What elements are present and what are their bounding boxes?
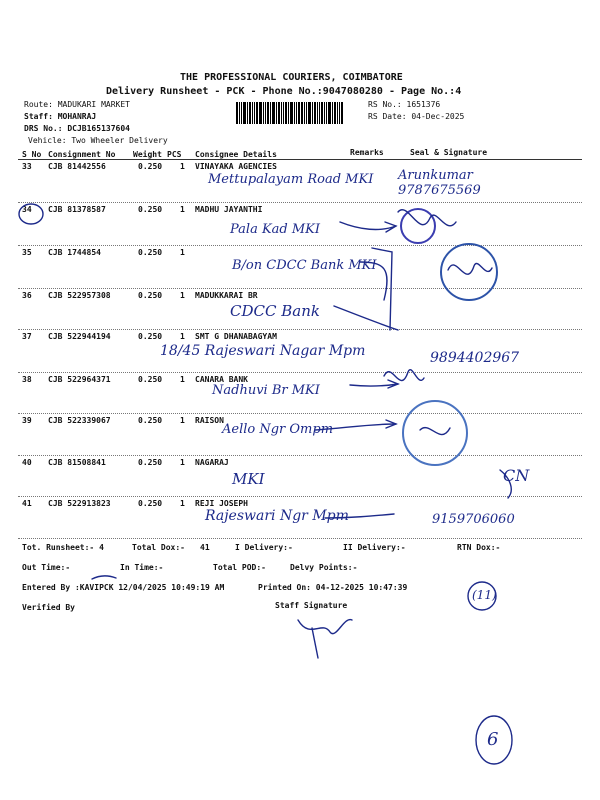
rtn-dox: RTN Dox:- bbox=[457, 543, 501, 552]
row-divider bbox=[18, 245, 582, 246]
row-divider bbox=[18, 329, 582, 330]
cell-cno: CJB 1744854 bbox=[48, 248, 101, 257]
cell-sno: 35 bbox=[22, 248, 32, 257]
staff-signature-label: Staff Signature bbox=[275, 601, 348, 610]
cell-pcs: 1 bbox=[180, 332, 185, 341]
signature-33: Arunkumar 9787675569 bbox=[398, 168, 481, 198]
row-divider bbox=[18, 496, 582, 497]
cell-consignee: RAISON bbox=[195, 416, 224, 425]
header-divider bbox=[18, 159, 582, 160]
cell-consignee: REJI JOSEPH bbox=[195, 499, 248, 508]
cell-consignee: VINAYAKA AGENCIES bbox=[195, 162, 277, 171]
cell-sno: 41 bbox=[22, 499, 32, 508]
cell-weight: 0.250 bbox=[138, 332, 163, 341]
handwritten-address: Mettupalayam Road MKI bbox=[208, 172, 374, 187]
ii-delivery: II Delivery:- bbox=[343, 543, 406, 552]
cell-pcs: 1 bbox=[180, 458, 185, 467]
cell-pcs: 1 bbox=[180, 375, 185, 384]
out-time: Out Time:- bbox=[22, 563, 71, 572]
cell-cno: CJB 81508841 bbox=[48, 458, 106, 467]
row-divider bbox=[18, 202, 582, 203]
col-consignment: Consignment No bbox=[48, 150, 116, 159]
handwritten-address: Pala Kad MKI bbox=[230, 222, 321, 237]
vehicle-label: Vehicle: Two Wheeler Delivery bbox=[28, 136, 168, 145]
handwritten-address: 18/45 Rajeswari Nagar Mpm bbox=[160, 343, 366, 359]
cell-weight: 0.250 bbox=[138, 291, 163, 300]
cell-sno: 36 bbox=[22, 291, 32, 300]
cell-cno: CJB 522957308 bbox=[48, 291, 111, 300]
cell-pcs: 1 bbox=[180, 248, 185, 257]
cell-sno: 33 bbox=[22, 162, 32, 171]
drs-number: DRS No.: DCJB165137604 bbox=[24, 124, 130, 133]
col-consignee: Consignee Details bbox=[195, 150, 277, 159]
col-seal: Seal & Signature bbox=[410, 148, 488, 157]
col-weight: Weight bbox=[133, 150, 162, 159]
runsheet-title: Delivery Runsheet - PCK - Phone No.:9047080280 - Page No.:4 bbox=[106, 86, 462, 97]
cell-consignee: NAGARAJ bbox=[195, 458, 229, 467]
route-label: Route: MADUKARI MARKET bbox=[24, 100, 130, 109]
cell-sno: 34 bbox=[22, 205, 32, 214]
cell-pcs: 1 bbox=[180, 499, 185, 508]
i-delivery: I Delivery:- bbox=[235, 543, 293, 552]
cell-pcs: 1 bbox=[180, 162, 185, 171]
printed-on: Printed On: 04-12-2025 10:47:39 bbox=[258, 583, 408, 592]
cell-cno: CJB 522964371 bbox=[48, 375, 111, 384]
cell-weight: 0.250 bbox=[138, 248, 163, 257]
cell-sno: 40 bbox=[22, 458, 32, 467]
col-pcs: PCS bbox=[167, 150, 182, 159]
handwritten-address: CDCC Bank bbox=[230, 302, 320, 320]
entered-by: Entered By :KAVIPCK 12/04/2025 10:49:19 AM bbox=[22, 583, 225, 592]
signature-40: CN bbox=[503, 466, 530, 485]
row-divider bbox=[18, 455, 582, 456]
cell-cno: CJB 522913823 bbox=[48, 499, 111, 508]
total-dox-label: Total Dox:- bbox=[132, 543, 185, 552]
total-dox-value: 41 bbox=[200, 543, 210, 552]
handwritten-address: Aello Ngr Ompm bbox=[222, 422, 334, 437]
delvy-points: Delvy Points:- bbox=[290, 563, 358, 572]
cell-sno: 37 bbox=[22, 332, 32, 341]
cell-weight: 0.250 bbox=[138, 162, 163, 171]
cell-cno: CJB 81442556 bbox=[48, 162, 106, 171]
cell-weight: 0.250 bbox=[138, 205, 163, 214]
col-remarks: Remarks bbox=[350, 148, 384, 157]
courier-stamp bbox=[402, 400, 468, 466]
cell-weight: 0.250 bbox=[138, 375, 163, 384]
handwritten-address: B/on CDCC Bank MKI bbox=[232, 258, 377, 273]
table-end-divider bbox=[18, 538, 582, 539]
cell-consignee: CANARA BANK bbox=[195, 375, 248, 384]
seal-stamp bbox=[400, 208, 436, 244]
rs-date: RS Date: 04-Dec-2025 bbox=[368, 112, 465, 121]
cell-cno: CJB 81378587 bbox=[48, 205, 106, 214]
cell-cno: CJB 522944194 bbox=[48, 332, 111, 341]
cell-weight: 0.250 bbox=[138, 416, 163, 425]
in-time: In Time:- bbox=[120, 563, 164, 572]
row-divider bbox=[18, 372, 582, 373]
verified-by: Verified By bbox=[22, 603, 75, 612]
cell-weight: 0.250 bbox=[138, 499, 163, 508]
rs-number: RS No.: 1651376 bbox=[368, 100, 441, 109]
cell-sno: 38 bbox=[22, 375, 32, 384]
cell-consignee: MADHU JAYANTHI bbox=[195, 205, 263, 214]
handwritten-address: Nadhuvi Br MKI bbox=[212, 383, 320, 398]
cell-sno: 39 bbox=[22, 416, 32, 425]
signature-37: 9894402967 bbox=[430, 350, 520, 366]
courier-stamp bbox=[440, 243, 498, 301]
tot-runsheet: Tot. Runsheet:- 4 bbox=[22, 543, 104, 552]
cell-cno: CJB 522339067 bbox=[48, 416, 111, 425]
cell-pcs: 1 bbox=[180, 416, 185, 425]
company-title: THE PROFESSIONAL COURIERS, COIMBATORE bbox=[180, 72, 403, 83]
row-divider bbox=[18, 288, 582, 289]
cell-pcs: 1 bbox=[180, 205, 185, 214]
handwritten-address: MKI bbox=[232, 470, 265, 488]
cell-pcs: 1 bbox=[180, 291, 185, 300]
margin-note: (11) bbox=[472, 588, 497, 602]
cell-consignee: SMT G DHANABAGYAM bbox=[195, 332, 277, 341]
page-mark: 6 bbox=[487, 729, 499, 750]
cell-weight: 0.250 bbox=[138, 458, 163, 467]
signature-41: 9159706060 bbox=[432, 512, 515, 527]
col-sno: S No bbox=[22, 150, 42, 159]
row-divider bbox=[18, 413, 582, 414]
cell-consignee: MADUKKARAI BR bbox=[195, 291, 258, 300]
barcode bbox=[236, 102, 364, 124]
total-pod: Total POD:- bbox=[213, 563, 266, 572]
staff-label: Staff: MOHANRAJ bbox=[24, 112, 97, 121]
handwritten-address: Rajeswari Ngr Mpm bbox=[205, 508, 349, 524]
